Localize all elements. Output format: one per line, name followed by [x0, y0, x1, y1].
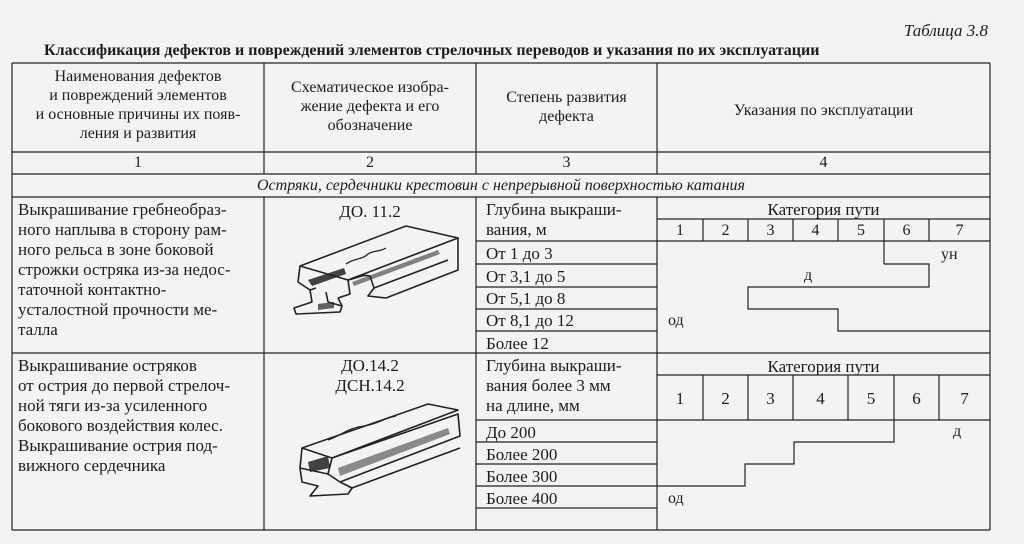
- row1-marker-od: од: [668, 312, 684, 329]
- rail-defect-sketch: [288, 218, 466, 316]
- row1-degree-5: Более 12: [486, 334, 549, 353]
- row2-cat-2: 2: [721, 389, 730, 408]
- section-title: Остряки, сердечники крестовин с непрерывной поверхностью катания: [256, 177, 745, 194]
- row2-cat-3: 3: [766, 389, 775, 408]
- col-number-2: 2: [366, 154, 374, 171]
- row2-cat-7: 7: [960, 389, 969, 408]
- col-number-1: 1: [134, 154, 142, 171]
- row2-category-title: Категория пути: [767, 357, 880, 376]
- row1-marker-un: ун: [941, 246, 958, 263]
- row2-cat-4: 4: [816, 389, 825, 408]
- row2-marker-od: од: [668, 490, 684, 507]
- row1-category-title: Категория пути: [767, 200, 880, 219]
- col-number-4: 4: [819, 154, 828, 171]
- row1-cat-7: 7: [955, 222, 964, 239]
- row2-degree-2: Более 200: [486, 445, 558, 464]
- row2-marker-d: д: [953, 423, 962, 440]
- col-number-3: 3: [562, 154, 571, 171]
- page-title: Классификация дефектов и повреждений элементов стрелочных переводов и указания по их эксплуатации: [44, 42, 820, 59]
- row1-degree-1: От 1 до 3: [486, 244, 553, 263]
- header-col1: Наименования дефектов и повреждений элементов и основные причины их появ- ления и развития: [35, 68, 241, 142]
- table-label: Таблица 3.8: [903, 21, 988, 40]
- row2-degree-3: Более 300: [486, 467, 558, 486]
- row2-degree-4: Более 400: [486, 489, 558, 508]
- row1-cat-5: 5: [857, 222, 865, 239]
- row1-cat-6: 6: [902, 222, 911, 239]
- row2-degree-header: Глубина выкраши- вания более 3 мм на длине, мм: [486, 356, 622, 415]
- row2-cat-5: 5: [866, 389, 876, 408]
- row2-description: Выкрашивание остряков от острия до первой стрелоч- ной тяги из-за усиленного бокового воздействия колес. Выкрашивание острия под- вижного сердечника: [18, 356, 231, 475]
- row1-degree-3: От 5,1 до 8: [486, 289, 566, 308]
- row1-degree-header: Глубина выкраши- вания, м: [486, 200, 622, 239]
- point-rail-sketch: [288, 396, 466, 504]
- row1-degree-4: От 8,1 до 12: [486, 311, 574, 330]
- row1-cat-1: 1: [676, 222, 684, 239]
- row1-cat-4: 4: [811, 222, 820, 239]
- header-col3: Степень развития дефекта: [506, 89, 627, 125]
- row1-marker-d: д: [804, 267, 813, 284]
- row1-cat-3: 3: [766, 222, 775, 239]
- row1-degree-2: От 3,1 до 5: [486, 267, 566, 286]
- row2-cat-6: 6: [912, 389, 921, 408]
- row1-description: Выкрашивание гребнеобраз- ного наплыва в сторону рам- ного рельса в зоне боковой строжки остряка из-за недос- таточной контактно- усталостной прочности ме- талла: [18, 200, 231, 339]
- row1-code: ДО. 11.2: [339, 202, 401, 221]
- row2-codes: ДО.14.2 ДСН.14.2: [335, 356, 405, 395]
- row2-cat-1: 1: [675, 389, 685, 408]
- header-col2: Схематическое изобра- жение дефекта и его обозначение: [291, 79, 449, 134]
- row2-degree-1: До 200: [486, 423, 536, 442]
- header-col4: Указания по эксплуатации: [733, 102, 914, 119]
- row1-cat-2: 2: [721, 222, 730, 239]
